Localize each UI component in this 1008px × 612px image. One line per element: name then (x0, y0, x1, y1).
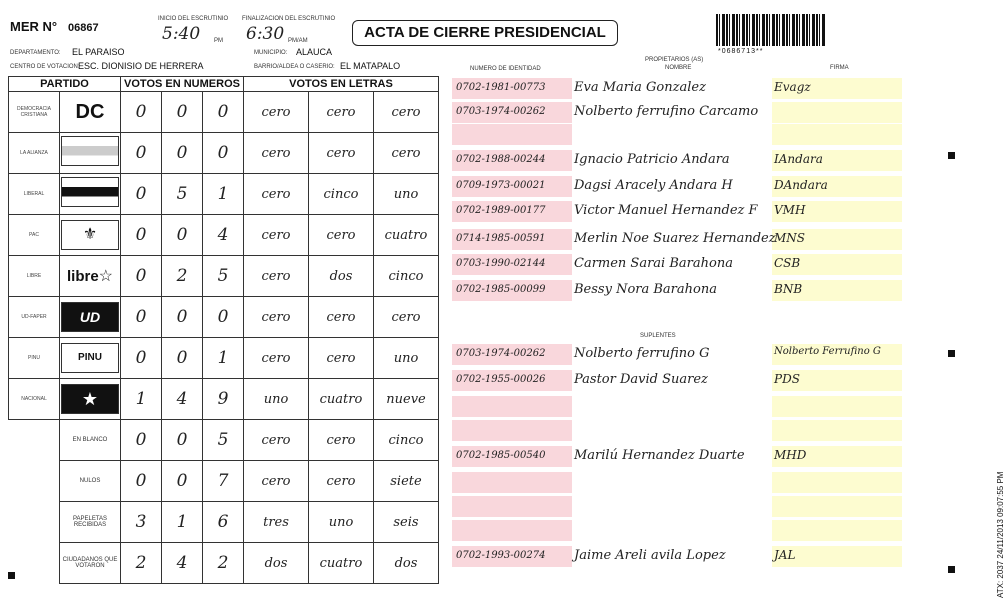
signer-name: Dagsi Aracely Andara H (574, 178, 733, 193)
yellow-band (772, 520, 902, 541)
digit: 0 (162, 133, 203, 174)
party-logo-ud (60, 297, 121, 338)
pink-band (452, 124, 572, 145)
inicio-label: INICIO DEL ESCRUTINIO (158, 16, 229, 22)
digit: 0 (162, 297, 203, 338)
pink-band (452, 496, 572, 517)
spacer (9, 502, 60, 543)
votes-table (8, 76, 439, 584)
signer-signature: Nolberto Ferrufino G (774, 346, 881, 357)
spacer (9, 420, 60, 461)
registration-mark (8, 572, 15, 579)
signer-name: Marilú Hernandez Duarte (574, 448, 745, 463)
pink-band (452, 520, 572, 541)
word: cero (244, 256, 309, 297)
word: dos (374, 543, 439, 584)
digit: 0 (203, 133, 244, 174)
signer-row (452, 446, 898, 467)
departamento-label: DEPARTAMENTO: (10, 50, 61, 56)
signer-row (452, 344, 898, 365)
col-name-header: NOMBRE (665, 65, 692, 71)
yellow-band (772, 496, 902, 517)
col-sig-header: FIRMA (830, 65, 849, 71)
party-row (9, 215, 439, 256)
finalizacion-time: 6:30 (246, 24, 285, 44)
party-logo-text: DC (75, 100, 105, 123)
word: cinco (374, 420, 439, 461)
shield-icon: ⚜ (61, 220, 119, 250)
inicio-suffix: PM (214, 38, 223, 44)
word: cero (244, 174, 309, 215)
word: cinco (374, 256, 439, 297)
total-label: CIUDADANOS QUE VOTARON (60, 543, 121, 584)
flag-icon (61, 177, 119, 207)
registration-mark (948, 152, 955, 159)
word: cuatro (309, 379, 374, 420)
word: cero (309, 92, 374, 133)
word: cero (244, 461, 309, 502)
word: uno (244, 379, 309, 420)
signer-dni: 0702-1985-00540 (456, 450, 546, 461)
party-name: NACIONAL (9, 379, 60, 420)
party-name: PAC (9, 215, 60, 256)
signer-signature: VMH (774, 203, 806, 217)
pink-band (452, 472, 572, 493)
party-logo-liberal (60, 174, 121, 215)
digit: 6 (203, 502, 244, 543)
party-logo-text: libre (66, 268, 99, 285)
signer-dni: 0702-1985-00099 (456, 284, 546, 295)
digit: 0 (121, 338, 162, 379)
word: cinco (309, 174, 374, 215)
col-dni-header: NUMERO DE IDENTIDAD (470, 66, 541, 72)
signer-name: Victor Manuel Hernandez F (574, 203, 758, 218)
barrio-label: BARRIO/ALDEA O CASERIO: (254, 64, 335, 70)
signer-dni: 0703-1974-00262 (456, 106, 546, 117)
word: cero (374, 297, 439, 338)
signer-name: Merlin Noe Suarez Hernandez (574, 231, 776, 246)
digit: 0 (121, 92, 162, 133)
signer-row (452, 150, 898, 171)
party-name: LA ALIANZA (9, 133, 60, 174)
total-row (9, 502, 439, 543)
party-logo-libre (60, 256, 121, 297)
word: cero (374, 92, 439, 133)
signer-name: Carmen Sarai Barahona (574, 256, 733, 271)
signer-dni: 0714-1985-00591 (456, 233, 546, 244)
signer-row (452, 280, 898, 301)
party-name: UD-FAPER (9, 297, 60, 338)
signer-name: Pastor David Suarez (574, 372, 708, 387)
party-row (9, 338, 439, 379)
word: uno (374, 174, 439, 215)
signer-row (452, 254, 898, 275)
digit: 0 (162, 461, 203, 502)
total-row (9, 461, 439, 502)
digit: 0 (121, 174, 162, 215)
finalizacion-label: FINALIZACION DEL ESCRUTINIO (242, 16, 336, 22)
digit: 0 (121, 420, 162, 461)
digit: 1 (203, 174, 244, 215)
document-title: ACTA DE CIERRE PRESIDENCIAL (352, 20, 618, 46)
mer-number: 06867 (68, 22, 99, 34)
signer-signature: IAndara (774, 152, 823, 166)
digit: 5 (203, 420, 244, 461)
signer-dni: 0703-1990-02144 (456, 258, 546, 269)
signer-name: Jaime Areli avila Lopez (574, 548, 726, 563)
signer-row (452, 102, 898, 123)
barcode (716, 14, 826, 46)
word: nueve (374, 379, 439, 420)
digit: 0 (121, 297, 162, 338)
signer-dni: 0702-1955-00026 (456, 374, 546, 385)
col-numeros-header: VOTOS EN NUMEROS (121, 77, 244, 92)
signer-signature: BNB (774, 282, 803, 296)
star-icon: ☆ (98, 268, 114, 285)
digit: 7 (203, 461, 244, 502)
registration-mark (948, 350, 955, 357)
digit: 4 (203, 215, 244, 256)
party-logo-dc (60, 92, 121, 133)
spacer (9, 543, 60, 584)
flag-icon (61, 136, 119, 166)
word: cero (244, 92, 309, 133)
total-label: PAPELETAS RECIBIDAS (60, 502, 121, 543)
party-logo-pinu (60, 338, 121, 379)
digit: 0 (121, 215, 162, 256)
digit: 1 (203, 338, 244, 379)
party-row (9, 297, 439, 338)
digit: 0 (121, 461, 162, 502)
party-name: PINU (9, 338, 60, 379)
col-partido-header: PARTIDO (9, 77, 121, 92)
finalizacion-suffix: PM/AM (288, 38, 308, 44)
signer-row (452, 370, 898, 391)
digit: 0 (121, 256, 162, 297)
digit: 0 (162, 92, 203, 133)
municipio-label: MUNICIPIO: (254, 50, 288, 56)
signer-row (452, 201, 898, 222)
party-logo-alianza (60, 133, 121, 174)
party-logo-nacional (60, 379, 121, 420)
signer-signature: CSB (774, 256, 801, 270)
yellow-band (772, 124, 902, 145)
signer-name: Nolberto ferrufino Carcamo (574, 104, 759, 119)
centro-value: ESC. DIONISIO DE HERRERA (78, 61, 204, 71)
word: cero (374, 133, 439, 174)
word: cero (309, 133, 374, 174)
digit: 4 (162, 379, 203, 420)
barrio-value: EL MATAPALO (340, 61, 401, 71)
digit: 4 (162, 543, 203, 584)
digit: 1 (162, 502, 203, 543)
digit: 2 (203, 543, 244, 584)
digit: 5 (203, 256, 244, 297)
pink-band (452, 420, 572, 441)
word: cero (244, 215, 309, 256)
word: seis (374, 502, 439, 543)
digit: 5 (162, 174, 203, 215)
word: cero (309, 461, 374, 502)
digit: 0 (162, 215, 203, 256)
registration-mark (948, 566, 955, 573)
signer-name: Nolberto ferrufino G (574, 346, 710, 361)
word: cero (244, 297, 309, 338)
word: cuatro (374, 215, 439, 256)
word: dos (309, 256, 374, 297)
total-label: NULOS (60, 461, 121, 502)
yellow-band (772, 420, 902, 441)
signer-row-empty (452, 124, 898, 145)
total-label: EN BLANCO (60, 420, 121, 461)
word: cero (244, 420, 309, 461)
signer-dni: 0709-1973-00021 (456, 180, 546, 191)
party-logo-text: UD (61, 302, 119, 332)
signer-dni: 0702-1981-00773 (456, 82, 546, 93)
digit: 0 (203, 92, 244, 133)
word: cuatro (309, 543, 374, 584)
municipio-value: ALAUCA (296, 47, 333, 57)
pink-band (452, 396, 572, 417)
signer-dni: 0702-1989-00177 (456, 205, 546, 216)
word: tres (244, 502, 309, 543)
mer-label: MER N° (10, 19, 58, 34)
party-row (9, 379, 439, 420)
signer-row-empty (452, 472, 898, 493)
signer-row (452, 229, 898, 250)
barcode-number: *0686713** (718, 48, 764, 55)
word: cero (309, 420, 374, 461)
signer-name: Eva Maria Gonzalez (574, 80, 706, 95)
col-owner-header: PROPIETARIOS (AS) (645, 57, 704, 63)
digit: 0 (121, 133, 162, 174)
party-logo-text: PINU (61, 343, 119, 373)
party-name: LIBRE (9, 256, 60, 297)
party-row (9, 92, 439, 133)
digit: 0 (162, 420, 203, 461)
col-letras-header: VOTOS EN LETRAS (244, 77, 439, 92)
word: cero (309, 338, 374, 379)
party-logo-pac (60, 215, 121, 256)
word: cero (309, 297, 374, 338)
digit: 0 (162, 338, 203, 379)
signer-signature: Evagz (774, 80, 811, 94)
total-row (9, 420, 439, 461)
signer-signature: MHD (774, 448, 807, 462)
signer-name: Ignacio Patricio Andara (574, 152, 730, 167)
signer-dni: 0702-1993-00274 (456, 550, 546, 561)
spacer (9, 461, 60, 502)
digit: 3 (121, 502, 162, 543)
digit: 9 (203, 379, 244, 420)
signer-row-empty (452, 396, 898, 417)
party-row (9, 133, 439, 174)
total-row (9, 543, 439, 584)
signer-dni: 0702-1988-00244 (456, 154, 546, 165)
yellow-band (772, 396, 902, 417)
centro-label: CENTRO DE VOTACION: (10, 64, 80, 70)
signer-signature: PDS (774, 372, 800, 386)
digit: 2 (121, 543, 162, 584)
digit: 2 (162, 256, 203, 297)
signer-row-empty (452, 420, 898, 441)
digit: 0 (203, 297, 244, 338)
signer-name: Bessy Nora Barahona (574, 282, 717, 297)
yellow-band (772, 102, 902, 123)
signer-row (452, 546, 898, 567)
word: cero (244, 338, 309, 379)
signer-row-empty (452, 520, 898, 541)
inicio-time: 5:40 (162, 24, 201, 44)
word: dos (244, 543, 309, 584)
star-icon: ★ (61, 384, 119, 414)
word: siete (374, 461, 439, 502)
signer-row-empty (452, 496, 898, 517)
signer-row (452, 78, 898, 99)
signer-dni: 0703-1974-00262 (456, 348, 546, 359)
party-name: LIBERAL (9, 174, 60, 215)
signer-row (452, 176, 898, 197)
signer-signature: JAL (774, 548, 796, 562)
yellow-band (772, 472, 902, 493)
word: uno (374, 338, 439, 379)
word: cero (244, 133, 309, 174)
suplentes-header: SUPLENTES (640, 333, 676, 339)
digit: 1 (121, 379, 162, 420)
signer-signature: MNS (774, 231, 806, 245)
departamento-value: EL PARAISO (72, 47, 125, 57)
party-row (9, 256, 439, 297)
word: cero (309, 215, 374, 256)
party-name: DEMOCRACIA CRISTIANA (9, 92, 60, 133)
signer-signature: DAndara (774, 178, 828, 192)
party-row (9, 174, 439, 215)
word: uno (309, 502, 374, 543)
timestamp-stamp: ATX: 2037 24/11/2013 09:07:55 PM (996, 471, 1005, 598)
